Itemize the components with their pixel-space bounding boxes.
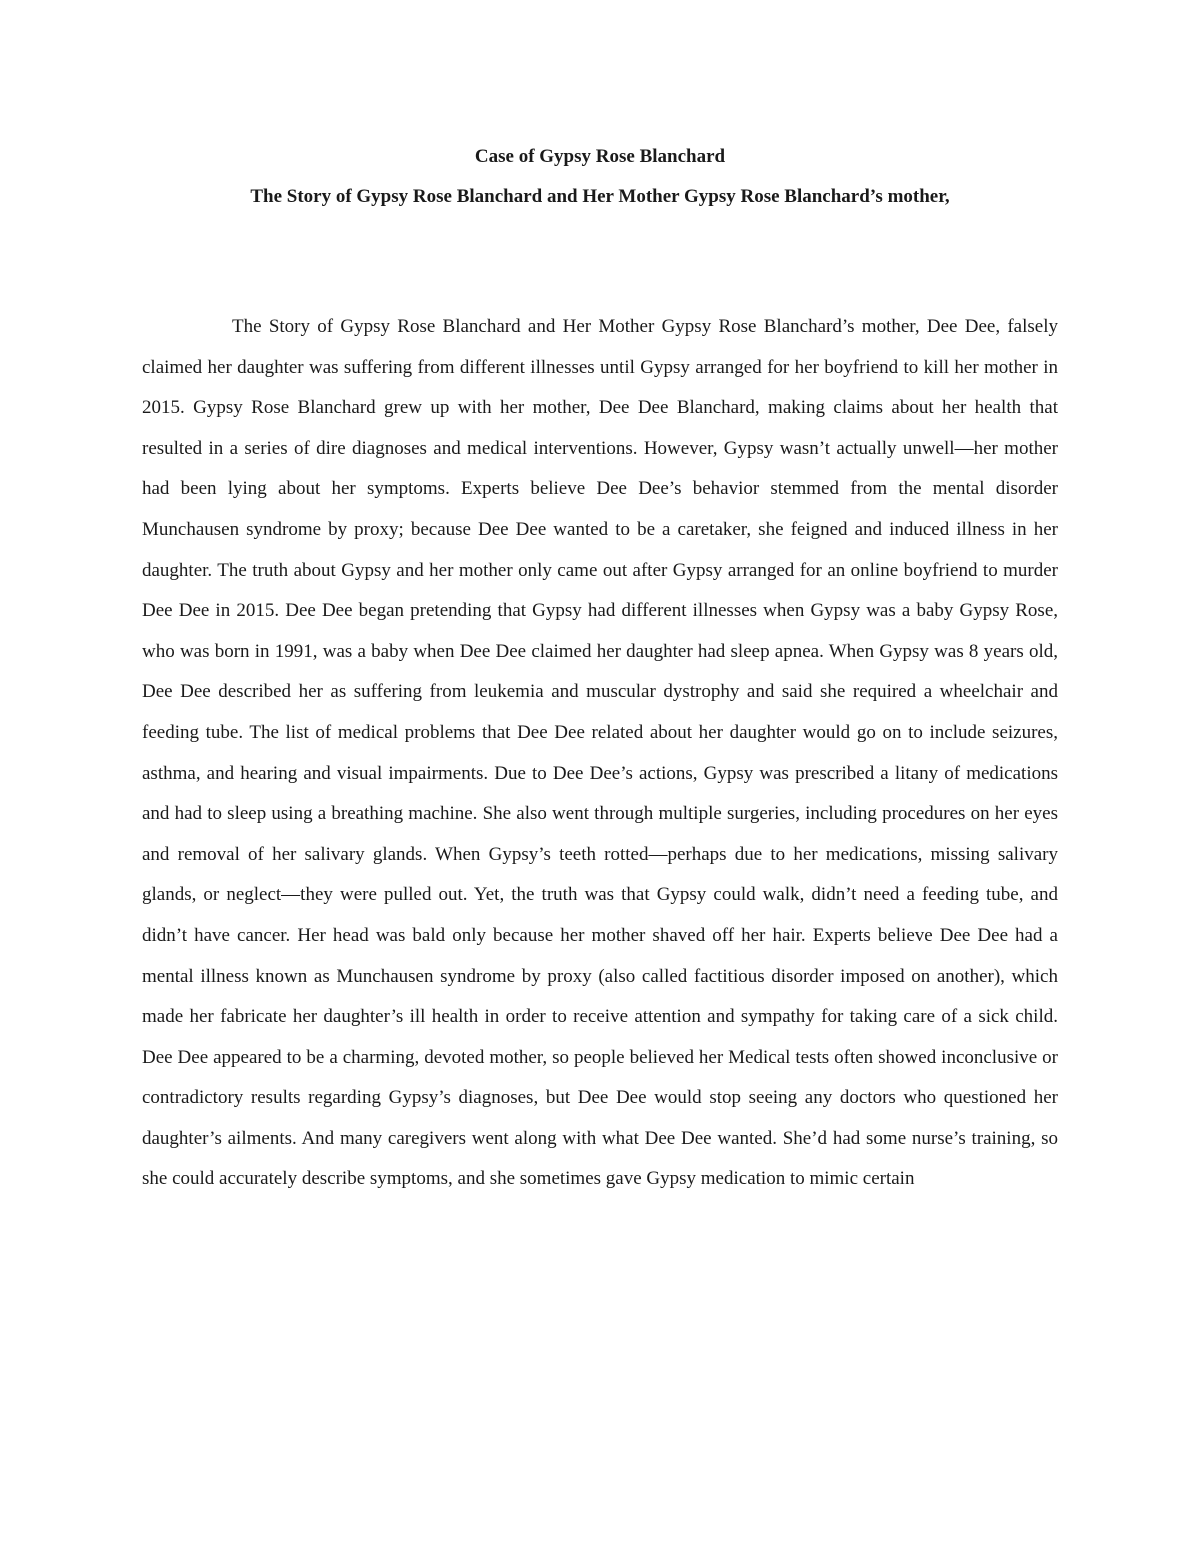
body-paragraph: The Story of Gypsy Rose Blanchard and Her Mother Gypsy Rose Blanchard’s mother, Dee Dee, falsely claimed her daughter was suffering from different illnesses until Gypsy arranged for her boyfriend to kill her mother in 2015. Gypsy Rose Blanchard grew up with her mother, Dee Dee Blanchard, making claims about her health that resulted in a series of dire diagnoses and medical interventions. However, Gypsy wasn’t actually unwell—her mother had been lying about her symptoms. Experts believe Dee Dee’s behavior stemmed from the mental disorder Munchausen syndrome by proxy; because Dee Dee wanted to be a caretaker, she feigned and induced illness in her daughter. The truth about Gypsy and her mother only came out after Gypsy arranged for an online boyfriend to murder Dee Dee in 2015. Dee Dee began pretending that Gypsy had different illnesses when Gypsy was a baby Gypsy Rose, who was born in 1991, was a baby when Dee Dee claimed her daughter had sleep apnea. When Gypsy was 8 years old, Dee Dee described her as suffering from leukemia and muscular dystrophy and said she required a wheelchair and feeding tube. The list of medical problems that Dee Dee related about her daughter would go on to include seizures, asthma, and hearing and visual impairments. Due to Dee Dee’s actions, Gypsy was prescribed a litany of medications and had to sleep using a breathing machine. She also went through multiple surgeries, including procedures on her eyes and removal of her salivary glands. When Gypsy’s teeth rotted—perhaps due to her medications, missing salivary glands, or neglect—they were pulled out. Yet, the truth was that Gypsy could walk, didn’t need a feeding tube, and didn’t have cancer. Her head was bald only because her mother shaved off her hair. Experts believe Dee Dee had a mental illness known as Munchausen syndrome by proxy (also called factitious disorder imposed on another), which made her fabricate her daughter’s ill health in order to receive attention and sympathy for taking care of a sick child. Dee Dee appeared to be a charming, devoted mother, so people believed her Medical tests often showed inconclusive or contradictory results regarding Gypsy’s diagnoses, but Dee Dee would stop seeing any doctors who questioned her daughter’s ailments. And many caregivers went along with what Dee Dee wanted. She’d had some nurse’s training, so she could accurately describe symptoms, and she sometimes gave Gypsy medication to mimic certain xyxy=(142,316,1058,1190)
document-subtitle: The Story of Gypsy Rose Blanchard and Her Mother Gypsy Rose Blanchard’s mother, xyxy=(250,186,950,207)
document-title: Case of Gypsy Rose Blanchard xyxy=(474,146,726,167)
